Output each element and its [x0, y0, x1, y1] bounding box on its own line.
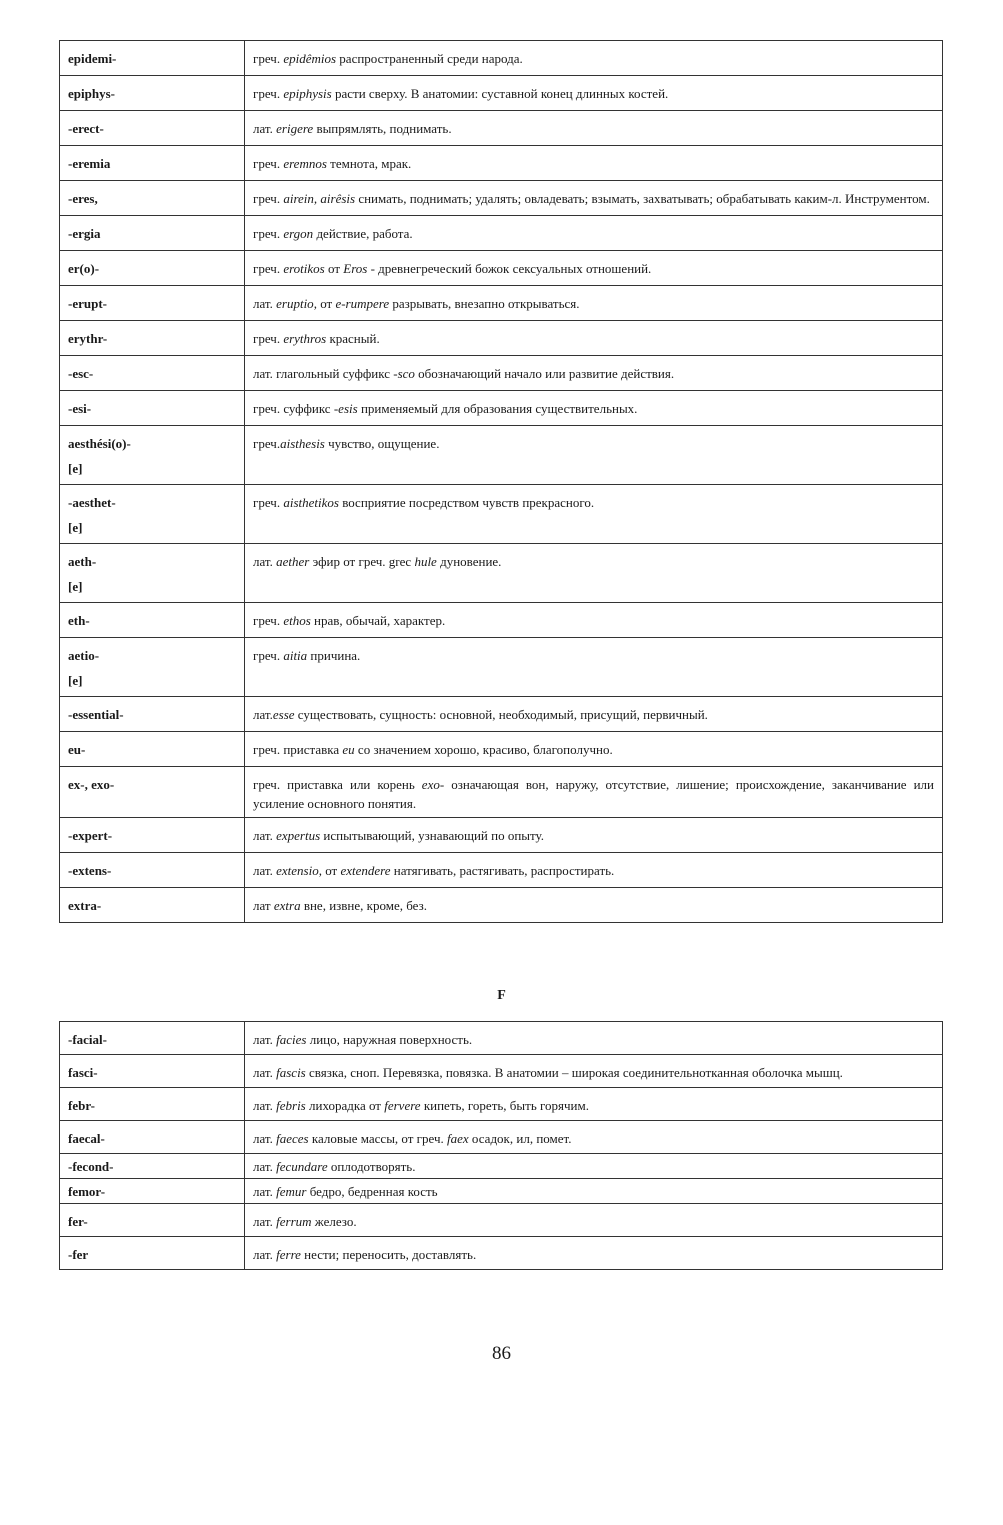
definition-cell — [245, 181, 943, 216]
term-text: er(o)- — [68, 261, 100, 276]
definition-cell — [245, 603, 943, 638]
definition-etymon: aitia — [283, 648, 308, 663]
table-row — [60, 1154, 943, 1179]
definition-cell — [245, 1121, 943, 1154]
definition-etymon: fervere — [384, 1098, 421, 1113]
table-row — [60, 356, 943, 391]
definition-text: греч. — [253, 495, 284, 510]
definition-text: греч. — [253, 51, 284, 66]
definition-etymon: erotikos — [283, 261, 325, 276]
definition-text: означающая вон, наружу, отсутствие, лишение; происхождение, заканчивание или усиление основного понятия. — [253, 777, 934, 811]
definition-text: , от — [313, 296, 336, 311]
term-cell — [60, 111, 245, 146]
definition-etymon: epidêmios — [283, 51, 337, 66]
term-cell — [60, 697, 245, 732]
table-row — [60, 818, 943, 853]
term-cell — [60, 1022, 245, 1055]
definition-cell — [245, 356, 943, 391]
term-text: -essential- — [68, 707, 124, 722]
definition-cell — [245, 544, 943, 603]
definition-etymon: faeces — [276, 1131, 309, 1146]
term-text: faecal- — [68, 1131, 105, 1146]
definition-text: греч. — [253, 613, 284, 628]
definition-text: распространенный среди народа. — [336, 51, 523, 66]
term-cell — [60, 603, 245, 638]
term-text: -esc- — [68, 366, 94, 381]
definition-cell — [245, 818, 943, 853]
table-row — [60, 216, 943, 251]
table-row — [60, 146, 943, 181]
definition-etymon: ergon — [283, 226, 314, 241]
definition-text: лат. — [253, 1184, 277, 1199]
definition-text: лат. — [253, 1065, 277, 1080]
term-cell — [60, 888, 245, 923]
term-cell — [60, 1088, 245, 1121]
definition-cell — [245, 853, 943, 888]
table-row — [60, 638, 943, 697]
definition-text: восприятие посредством чувств прекрасного. — [338, 495, 595, 510]
table-row — [60, 1055, 943, 1088]
table-row — [60, 1088, 943, 1121]
definition-etymon: epiphysis — [283, 86, 332, 101]
term-cell — [60, 286, 245, 321]
definition-text: греч. приставка — [253, 742, 343, 757]
table-row — [60, 1237, 943, 1270]
definition-etymon: Eros — [343, 261, 368, 276]
definition-text: лат. — [253, 707, 273, 722]
term-text: -fecond- — [68, 1159, 114, 1174]
definition-text: эфир от греч. grec — [309, 554, 415, 569]
definition-text: испытывающий, узнавающий по опыту. — [320, 828, 544, 843]
definition-text: кипеть, гореть, быть горячим. — [420, 1098, 589, 1113]
definition-text: греч. — [253, 86, 284, 101]
definition-etymon: faex — [447, 1131, 469, 1146]
definition-text: лат. — [253, 828, 277, 843]
term-text: ex-, exo- — [68, 777, 115, 792]
definition-etymon: erythros — [283, 331, 327, 346]
definition-text: греч. — [253, 331, 284, 346]
definition-etymon: -esis — [333, 401, 358, 416]
table-row — [60, 1179, 943, 1204]
term-text: fer- — [68, 1214, 88, 1229]
term-cell — [60, 76, 245, 111]
term-text: -fer — [68, 1247, 89, 1262]
term-text: -expert- — [68, 828, 113, 843]
definition-cell — [245, 426, 943, 485]
definition-cell — [245, 485, 943, 544]
definition-text: лат. — [253, 1247, 277, 1262]
definition-etymon: fecundare — [276, 1159, 328, 1174]
definition-text: греч. — [253, 226, 284, 241]
term-cell — [60, 544, 245, 603]
table-row — [60, 111, 943, 146]
table-row — [60, 1022, 943, 1055]
definition-text: осадок, ил, помет. — [468, 1131, 572, 1146]
term-text: -erect- — [68, 121, 104, 136]
term-cell — [60, 1154, 245, 1179]
definition-etymon: extra — [273, 898, 301, 913]
definition-text: вне, извне, кроме, без. — [300, 898, 427, 913]
definition-etymon: airein, airêsis — [283, 191, 356, 206]
table-row — [60, 544, 943, 603]
term-cell — [60, 1055, 245, 1088]
definition-text: греч. — [253, 156, 284, 171]
definition-cell — [245, 391, 943, 426]
definition-cell — [245, 1055, 943, 1088]
term-text: -erupt- — [68, 296, 107, 311]
definition-text: лат — [253, 898, 274, 913]
section-heading-f: F — [497, 988, 506, 1003]
page-number: 86 — [492, 1343, 511, 1364]
definition-text: обозначающий начало или развитие действия. — [414, 366, 675, 381]
definition-text: красный. — [326, 331, 380, 346]
glossary-table-e-body — [60, 41, 943, 923]
definition-text: разрывать, внезапно открываться. — [389, 296, 580, 311]
table-row — [60, 181, 943, 216]
term-cell — [60, 426, 245, 485]
term-text: -extens- — [68, 863, 112, 878]
definition-cell — [245, 251, 943, 286]
definition-text: греч. — [253, 191, 284, 206]
definition-cell — [245, 146, 943, 181]
definition-etymon: hule — [414, 554, 437, 569]
definition-cell — [245, 1179, 943, 1204]
term-text: femor- — [68, 1184, 106, 1199]
term-text: -facial- — [68, 1032, 107, 1047]
term-text: -eremia — [68, 156, 111, 171]
definition-text: причина. — [307, 648, 361, 663]
definition-text: лат. — [253, 1159, 277, 1174]
term-text: -ergia — [68, 226, 101, 241]
definition-etymon: esse — [272, 707, 295, 722]
definition-cell — [245, 732, 943, 767]
definition-text: лат. глагольный суффикс — [253, 366, 394, 381]
term-cell — [60, 853, 245, 888]
term-cell — [60, 1179, 245, 1204]
term-origin-tag: [e] — [68, 579, 83, 594]
term-cell — [60, 1121, 245, 1154]
definition-text: , от — [318, 863, 341, 878]
definition-cell — [245, 286, 943, 321]
definition-cell — [245, 767, 943, 818]
definition-etymon: febris — [276, 1098, 306, 1113]
term-cell — [60, 767, 245, 818]
term-cell — [60, 732, 245, 767]
definition-text: железо. — [311, 1214, 357, 1229]
definition-etymon: facies — [276, 1032, 307, 1047]
definition-text: лат. — [253, 1131, 277, 1146]
definition-etymon: femur — [276, 1184, 307, 1199]
definition-cell — [245, 1088, 943, 1121]
term-cell — [60, 216, 245, 251]
table-row — [60, 853, 943, 888]
term-text: epidemi- — [68, 51, 117, 66]
definition-text: греч. — [253, 261, 284, 276]
term-cell — [60, 638, 245, 697]
term-origin-tag: [e] — [68, 673, 83, 688]
definition-cell — [245, 1022, 943, 1055]
definition-etymon: -sco — [393, 366, 415, 381]
definition-text: - древнегреческий божок сексуальных отношений. — [367, 261, 652, 276]
table-row — [60, 1204, 943, 1237]
definition-text: лицо, наружная поверхность. — [306, 1032, 473, 1047]
definition-cell — [245, 888, 943, 923]
definition-text: темнота, мрак. — [326, 156, 412, 171]
term-cell — [60, 391, 245, 426]
definition-etymon: fascis — [276, 1065, 306, 1080]
table-row — [60, 603, 943, 638]
table-row — [60, 697, 943, 732]
definition-etymon: aisthesis — [280, 436, 325, 451]
table-row — [60, 426, 943, 485]
definition-cell — [245, 1237, 943, 1270]
definition-text: лат. — [253, 1098, 277, 1113]
definition-text: чувство, ощущение. — [324, 436, 440, 451]
definition-etymon: aisthetikos — [283, 495, 339, 510]
term-text: fasci- — [68, 1065, 98, 1080]
definition-text: со значением хорошо, красиво, благополучно. — [354, 742, 613, 757]
definition-etymon: erigere — [276, 121, 314, 136]
definition-text: связка, сноп. Перевязка, повязка. В анатомии – широкая соединительнотканная оболочка мышц. — [305, 1065, 843, 1080]
definition-text: бедро, бедренная кость — [306, 1184, 438, 1199]
table-row — [60, 732, 943, 767]
definition-etymon: e-rumpere — [335, 296, 390, 311]
table-row — [60, 286, 943, 321]
definition-text: лат. — [253, 296, 277, 311]
definition-etymon: ethos — [283, 613, 311, 628]
term-cell — [60, 41, 245, 76]
definition-text: расти сверху. В анатомии: суставной конец длинных костей. — [331, 86, 669, 101]
definition-text: лихорадка от — [305, 1098, 385, 1113]
definition-cell — [245, 76, 943, 111]
definition-text: греч. — [253, 648, 284, 663]
definition-cell — [245, 638, 943, 697]
table-row — [60, 1121, 943, 1154]
definition-text: лат. — [253, 1214, 277, 1229]
definition-cell — [245, 41, 943, 76]
definition-etymon: exo- — [421, 777, 445, 792]
definition-text: действие, работа. — [313, 226, 413, 241]
definition-text: выпрямлять, поднимать. — [313, 121, 452, 136]
term-cell — [60, 146, 245, 181]
definition-etymon: extensio — [276, 863, 319, 878]
table-row — [60, 391, 943, 426]
definition-text: лат. — [253, 121, 277, 136]
definition-text: снимать, поднимать; удалять; овладевать; взымать, захватывать; обрабатывать каким-л. Инструментом. — [355, 191, 930, 206]
definition-etymon: eremnos — [283, 156, 327, 171]
definition-text: нести; переносить, доставлять. — [300, 1247, 477, 1262]
term-cell — [60, 321, 245, 356]
term-text: extra- — [68, 898, 102, 913]
term-text: eth- — [68, 613, 90, 628]
definition-text: дуновение. — [436, 554, 502, 569]
definition-text: лат. — [253, 554, 277, 569]
definition-etymon: ferrum — [276, 1214, 312, 1229]
table-row — [60, 485, 943, 544]
definition-cell — [245, 216, 943, 251]
definition-cell — [245, 111, 943, 146]
table-row — [60, 888, 943, 923]
definition-etymon: eruptio — [276, 296, 314, 311]
term-cell — [60, 251, 245, 286]
term-text: erythr- — [68, 331, 108, 346]
term-text: -esi- — [68, 401, 92, 416]
term-cell — [60, 1237, 245, 1270]
definition-cell — [245, 321, 943, 356]
definition-text: существовать, сущность: основной, необходимый, присущий, первичный. — [294, 707, 708, 722]
definition-text: натягивать, растягивать, распростирать. — [390, 863, 615, 878]
definition-text: лат. — [253, 863, 277, 878]
definition-text: греч. суффикс — [253, 401, 334, 416]
term-text: aetio- — [68, 648, 100, 663]
term-cell — [60, 485, 245, 544]
term-text: aeth- — [68, 554, 97, 569]
term-text: -eres, — [68, 191, 98, 206]
term-text: eu- — [68, 742, 86, 757]
glossary-table-f-body — [60, 1022, 943, 1270]
table-row — [60, 767, 943, 818]
definition-text: греч. — [253, 436, 281, 451]
term-origin-tag: [e] — [68, 520, 83, 535]
definition-cell — [245, 1204, 943, 1237]
table-row — [60, 321, 943, 356]
term-text: -aesthet- — [68, 495, 116, 510]
definition-cell — [245, 697, 943, 732]
definition-etymon: ferre — [276, 1247, 301, 1262]
glossary-table-e — [59, 40, 943, 923]
definition-text: применяемый для образования существительных. — [357, 401, 638, 416]
term-text: febr- — [68, 1098, 95, 1113]
definition-etymon: aether — [276, 554, 310, 569]
definition-etymon: eu — [342, 742, 355, 757]
definition-etymon: extendere — [340, 863, 391, 878]
term-origin-tag: [e] — [68, 461, 83, 476]
table-row — [60, 251, 943, 286]
term-cell — [60, 181, 245, 216]
definition-text: греч. приставка или корень — [253, 777, 422, 792]
definition-cell — [245, 1154, 943, 1179]
definition-text: нрав, обычай, характер. — [310, 613, 446, 628]
term-cell — [60, 818, 245, 853]
definition-text: от — [324, 261, 344, 276]
table-row — [60, 76, 943, 111]
definition-text: лат. — [253, 1032, 277, 1047]
definition-etymon: expertus — [276, 828, 321, 843]
glossary-table-f — [59, 1021, 943, 1270]
table-row — [60, 41, 943, 76]
term-text: aesthési(o)- — [68, 436, 131, 451]
term-cell — [60, 1204, 245, 1237]
definition-text: оплодотворять. — [327, 1159, 416, 1174]
term-text: epiphys- — [68, 86, 115, 101]
definition-text: каловые массы, от греч. — [308, 1131, 448, 1146]
term-cell — [60, 356, 245, 391]
